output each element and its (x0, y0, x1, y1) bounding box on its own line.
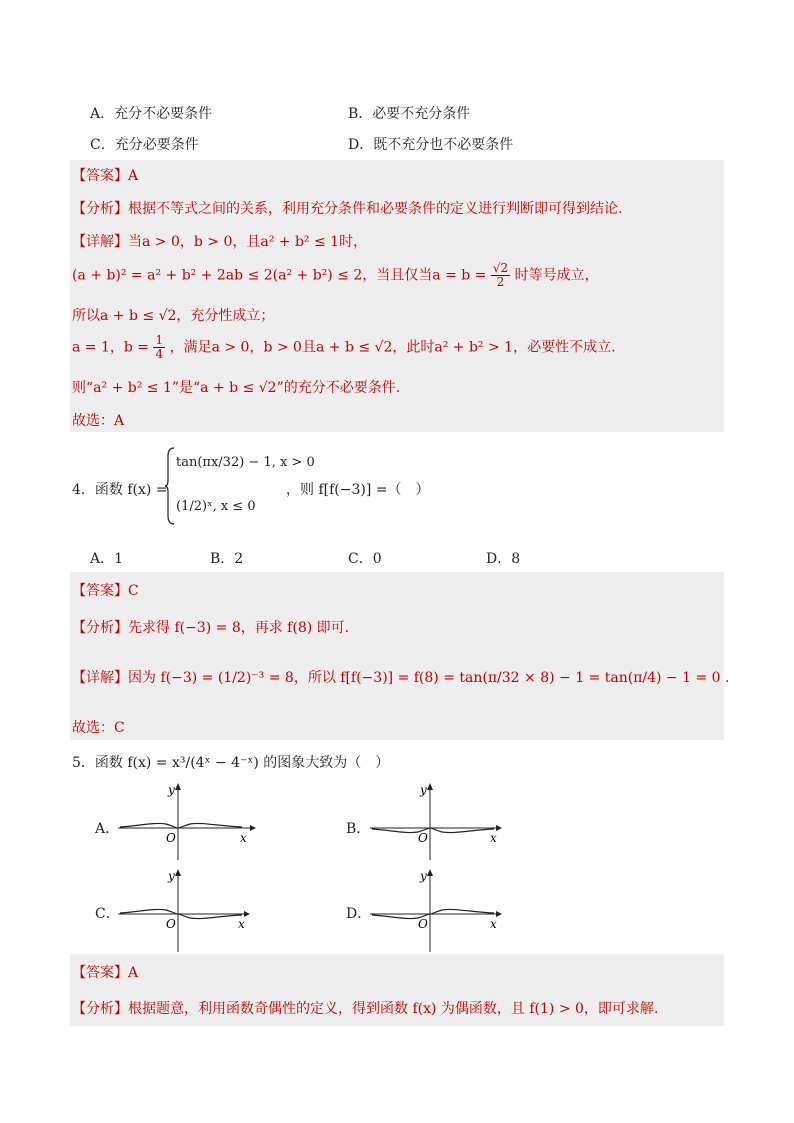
analysis-tag: 【分析】 (72, 201, 128, 217)
answer-tag: 【答案】 (72, 168, 128, 184)
detail-text: 当a > 0，b > 0，且a² + b² ≤ 1时， (128, 234, 368, 250)
fraction-sqrt2-over-2: $\frac{√2}{2}$ (492, 261, 509, 289)
q3-analysis-line (72, 198, 622, 218)
axis-y-label: y (420, 783, 427, 797)
origin-label: O (418, 917, 428, 931)
graph-a (118, 780, 258, 860)
analysis-text: 根据题意，利用函数奇偶性的定义，得到函数 f(x) 为偶函数，且 f(1) > 0，即可求解. (128, 1001, 659, 1017)
option-a: A．1 (90, 551, 124, 567)
graph-label-a: A． (95, 821, 120, 837)
graph-label-c: C． (95, 906, 120, 922)
q3-detail-line-5 (72, 377, 400, 397)
q4-choose-line (72, 717, 125, 737)
answer-value: A (128, 168, 139, 184)
graph-c (118, 866, 258, 952)
answer-value: C (128, 583, 139, 599)
origin-label: O (166, 831, 176, 845)
answer-tag: 【答案】 (72, 583, 128, 599)
option-c: C．充分必要条件 (90, 137, 199, 153)
axis-x-label: x (238, 917, 245, 931)
option-d: D．既不充分也不必要条件 (348, 137, 514, 153)
q4-answer-line (72, 580, 139, 600)
detail-text: 则“a² + b² ≤ 1”是“a + b ≤ √2”的充分不必要条件. (72, 380, 401, 396)
q3-detail-line-1 (72, 231, 367, 251)
graph-b (370, 780, 510, 860)
graph-d (370, 866, 510, 952)
option-a: A．充分不必要条件 (90, 106, 213, 122)
q4-case-1: tan(πx/32) − 1, x > 0 (176, 455, 315, 470)
axis-x-label: x (240, 831, 247, 845)
analysis-text: 先求得 f(−3) = 8，再求 f(8) 即可. (128, 620, 350, 636)
detail-text: a = 1，b = (72, 339, 150, 356)
detail-text: 所以a + b ≤ √2，充分性成立； (72, 308, 275, 324)
origin-label: O (418, 831, 428, 845)
origin-label: O (166, 917, 176, 931)
choose-text: 故选：C (72, 720, 125, 736)
q5-analysis-line (72, 998, 658, 1018)
q3-answer-line (72, 165, 138, 185)
axis-x-label: x (490, 917, 497, 931)
answer-value: A (128, 965, 139, 981)
option-b: B．2 (210, 551, 244, 567)
answer-tag: 【答案】 (72, 965, 128, 981)
detail-tag: 【详解】 (72, 234, 128, 250)
q3-choose-line (72, 410, 124, 430)
q5-stem: 5．函数 f(x) = x³/(4ˣ − 4⁻ˣ) 的图象大致为（ ） (72, 755, 390, 771)
q3-detail-line-4 (72, 334, 616, 361)
axis-y-label: y (168, 869, 175, 883)
q3-detail-line-2 (72, 262, 599, 289)
q4-stem-suffix: ，则 f[f(−3)] =（ ） (286, 482, 430, 498)
option-b: B．必要不充分条件 (348, 106, 471, 122)
axis-y-label: y (420, 869, 427, 883)
detail-text: 时等号成立， (514, 267, 599, 284)
q3-detail-line-3 (72, 305, 274, 325)
q4-solution-block (70, 572, 724, 740)
option-c: C．0 (348, 551, 382, 567)
q4-analysis-line (72, 617, 349, 637)
graph-label-b: B． (346, 821, 371, 837)
axis-x-label: x (490, 831, 497, 845)
detail-text: ，满足a > 0，b > 0且a + b ≤ √2，此时a² + b² > 1，必要性不成立. (169, 339, 616, 356)
analysis-tag: 【分析】 (72, 620, 128, 636)
analysis-text: 根据不等式之间的关系，利用充分条件和必要条件的定义进行判断即可得到结论. (128, 201, 623, 217)
left-brace-icon (164, 446, 176, 526)
detail-text: (a + b)² = a² + b² + 2ab ≤ 2(a² + b²) ≤ 2，当且仅当a = b = (72, 267, 487, 284)
option-d: D．8 (486, 551, 521, 567)
graph-label-d: D． (346, 906, 372, 922)
analysis-tag: 【分析】 (72, 1001, 128, 1017)
q4-stem-prefix: 4．函数 f(x) = (72, 482, 168, 498)
q4-detail-line (72, 667, 729, 687)
fraction-1-over-4: $\frac{1}{4}$ (155, 333, 164, 361)
detail-text: 因为 f(−3) = (1/2)⁻³ = 8，所以 f[f(−3)] = f(8) = tan(π/32 × 8) − 1 = tan(π/4) − 1 = 0 . (128, 670, 730, 686)
axis-y-label: y (168, 783, 175, 797)
detail-tag: 【详解】 (72, 670, 128, 686)
q4-case-2: (1/2)ˣ, x ≤ 0 (176, 499, 256, 514)
q5-answer-line (72, 962, 138, 982)
choose-text: 故选：A (72, 413, 125, 429)
